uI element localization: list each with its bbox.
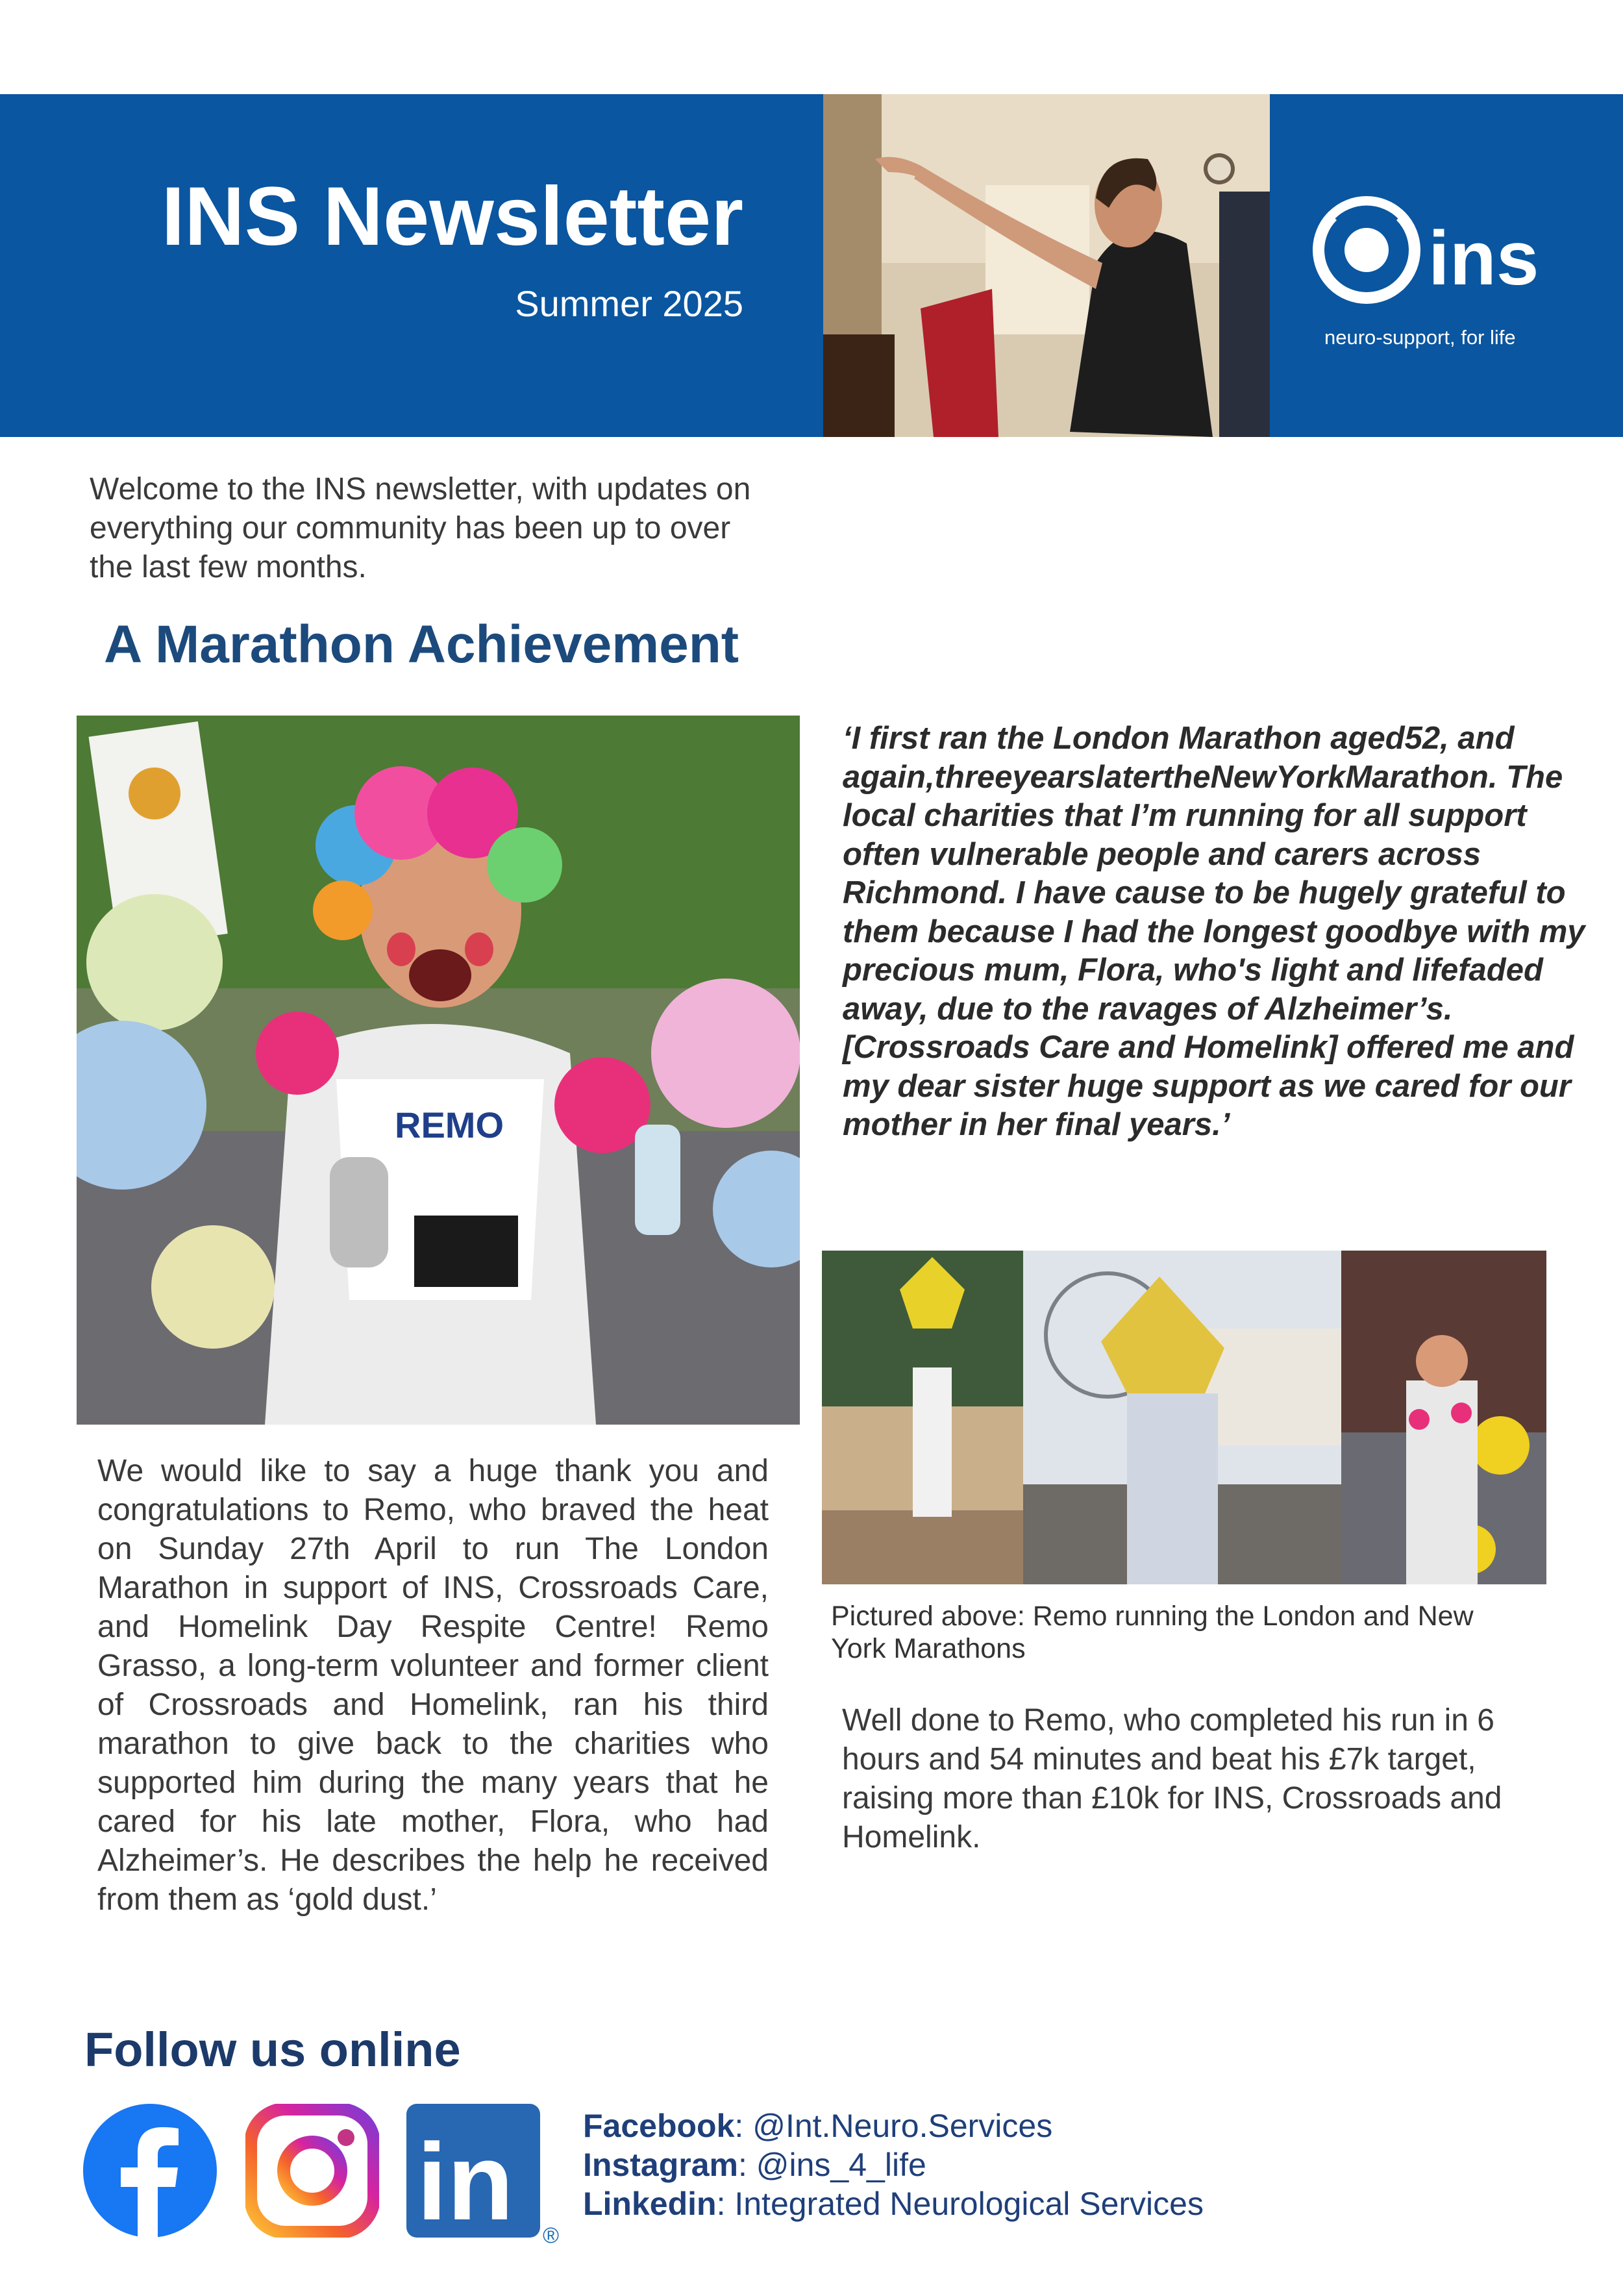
runner-bib-name: REMO — [395, 1104, 504, 1145]
ins-logo — [1311, 195, 1584, 357]
intro-text: Welcome to the INS newsletter, with updates on everything our community has been up to over the last few months. — [90, 472, 751, 584]
instagram-handle: : @ins_4_life — [737, 2147, 926, 2183]
instagram-icon[interactable] — [245, 2104, 379, 2238]
logo-tagline: neuro-support, for life — [1324, 326, 1516, 349]
marathon-story: We would like to say a huge thank you and congratulations to Remo, who braved the heat on Sunday 27th April to run The London Marathon in support of INS, Crossroads Care, and Homelink Day Respite Centre! Remo Grasso, a long-term volunteer and former client of Crossroads and Homelink, ran his third marathon to give back to the charities who supported him during the many years that he cared for his late mother, Flora, who had Alzheimer’s. He describes the help he received from them as ‘gold dust.’ — [97, 1454, 769, 1917]
collage-caption: Pictured above: Remo running the London and New York Marathons — [831, 1601, 1474, 1664]
registered-mark: ® — [543, 2223, 560, 2248]
runner-photo — [77, 716, 800, 1425]
linkedin-handle: : Integrated Neurological Services — [716, 2186, 1204, 2222]
linkedin-handle-line[interactable] — [583, 2184, 1204, 2223]
facebook-handle: : @Int.Neuro.Services — [734, 2108, 1053, 2144]
social-handles — [583, 2106, 1204, 2223]
logo-wordmark: ins — [1428, 216, 1539, 301]
newsletter-edition: Summer 2025 — [515, 283, 743, 324]
follow-heading: Follow us online — [84, 2023, 461, 2077]
facebook-handle-line[interactable] — [583, 2106, 1204, 2145]
facebook-label: Facebook — [583, 2108, 735, 2144]
linkedin-label: Linkedin — [583, 2186, 717, 2222]
section-heading: A Marathon Achievement — [104, 615, 739, 674]
facebook-icon[interactable] — [83, 2104, 217, 2238]
newsletter-title: INS Newsletter — [161, 170, 743, 263]
marathon-photo-collage — [822, 1251, 1546, 1584]
remo-quote: ‘I first ran the London Marathon aged52, and again,threeyearslatertheNewYorkMarathon. The local charities that I’m running for all support often vulnerable people and carers across Richmond. I have cause to be hugely grateful to them because I had the longest goodbye with my precious mum, Flora, who's light and lifefaded away, due to the ravages of Alzheimer’s. [Crossroads Care and Homelink] offered me and my dear sister huge support as we cared for our mother in her final years.’ — [843, 721, 1585, 1142]
instagram-handle-line[interactable] — [583, 2145, 1204, 2184]
marathon-result: Well done to Remo, who completed his run in 6 hours and 54 minutes and beat his £7k target, raising more than £10k for INS, Crossroads and Homelink. — [842, 1703, 1502, 1854]
header-photo — [823, 94, 1270, 437]
instagram-label: Instagram — [583, 2147, 738, 2183]
linkedin-icon[interactable] — [406, 2104, 540, 2238]
linkedin-mark: in — [417, 2121, 514, 2238]
